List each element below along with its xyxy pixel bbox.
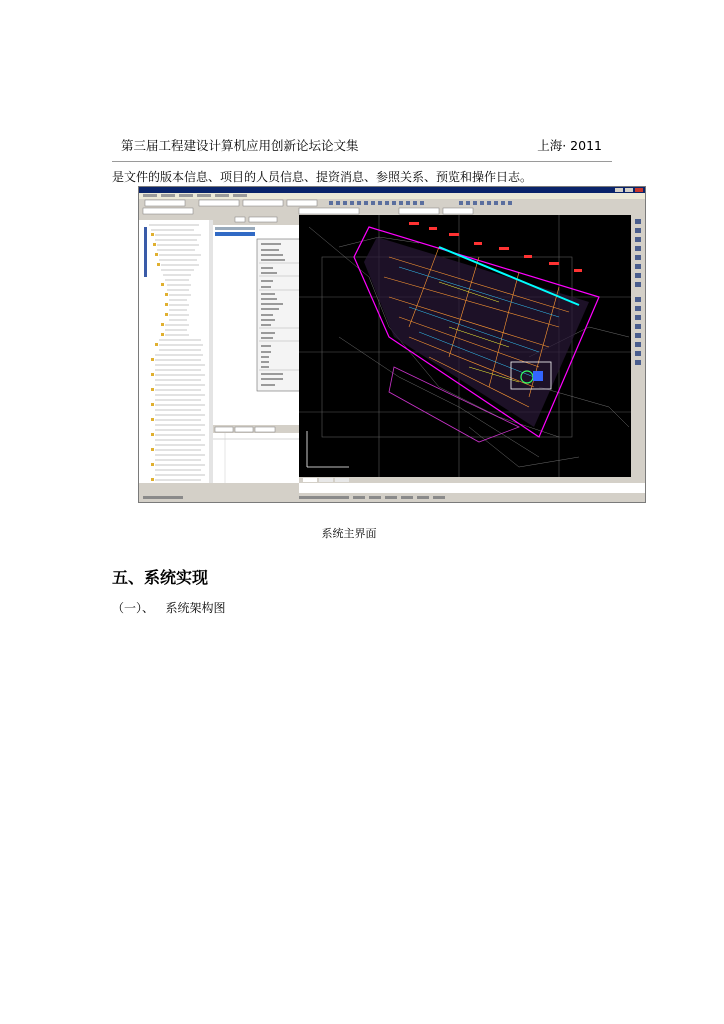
header-right-title: 上海· 2011 [537,138,602,153]
subsection-heading: （一）、 系统架构图 [112,601,226,615]
system-main-interface-screenshot [138,186,646,503]
running-header [118,136,612,154]
header-rule [112,161,612,162]
intro-paragraph: 是文件的版本信息、项目的人员信息、提资消息、参照关系、预览和操作日志。 [112,170,533,184]
header-left-title: 第三届工程建设计算机应用创新论坛论文集 [121,138,359,153]
figure-caption-text: 系统主界面 [321,527,377,540]
section-heading: 五、系统实现 [112,568,209,587]
figure-caption [0,525,724,541]
